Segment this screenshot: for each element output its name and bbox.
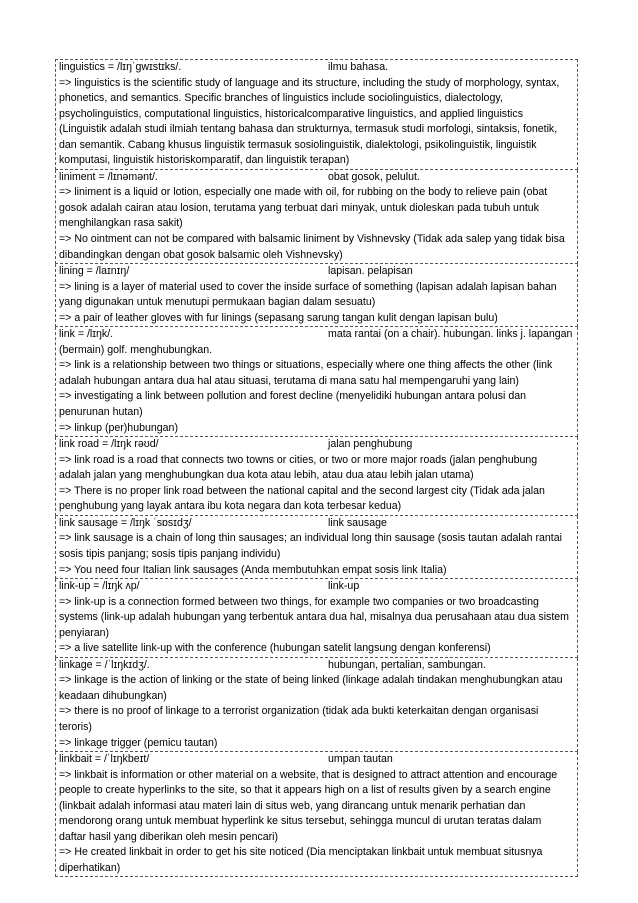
entry-text-line: phonetics, and semantics. Specific branches of linguistics include sociolinguistics, dialectology, [59, 92, 503, 105]
entry-text-line: penyiaran) [59, 626, 110, 639]
entry-text-line: mendorong orang untuk membuat hyperlink ke situs tersebut, sehingga muncul di urutan teratas dalam [59, 815, 542, 828]
entry-text-line: psycholinguistics, computational linguistics, historicalcomparative linguistics, and applied linguistics [59, 107, 523, 120]
entry-text-line: => linguistics is the scientific study of language and its structure, including the study of morphology, syntax, [59, 76, 560, 89]
entry-text-line: => investigating a link between pollution and forest decline (menyelidiki hubungan antara polusi dan [59, 390, 527, 403]
entry-term: link road = /lɪŋk rəʊd/ [59, 438, 159, 451]
entry-text-line: => link is a relationship between two things or situations, especially where one thing affects the other (link [59, 359, 553, 372]
entry-text-line: (bermain) golf. menghubungkan. [59, 343, 213, 356]
entry-text-line: => linkbait is information or other material on a website, that is designed to attract attention and encourage [59, 768, 558, 781]
entry-translation: mata rantai (on a chair). hubungan. links j. lapangan [328, 328, 573, 341]
entry-text-line: menghilangkan rasa sakit) [59, 217, 183, 230]
entry-translation: ilmu bahasa. [328, 61, 389, 73]
dictionary-entry [55, 437, 578, 516]
entry-text-line: komputasi, linguistik historiskomparatif, dan linguistik terapan) [59, 154, 350, 167]
entry-translation: link sausage [328, 516, 387, 529]
entry-text-line: adalah jalan yang menghubungkan dua kota atau lebih, atau dua atau lebih jalan utama) [59, 469, 474, 482]
entry-text-line: (linkbait adalah informasi atau materi lain di situs web, yang dirancang untuk menarik perhatian dan [59, 799, 526, 812]
entry-text-line: keadaan dihubungkan) [59, 689, 167, 702]
entry-header [59, 170, 574, 186]
entry-text-line: => lining is a layer of material used to cover the inside surface of something (lapisan adalah lapisan bahan [59, 280, 557, 293]
entry-text-line: => linkage trigger (pemicu tautan) [59, 736, 218, 749]
entry-header [59, 579, 574, 595]
dictionary-page [55, 59, 578, 877]
entry-text-line: => There is no proper link road between the national capital and the second largest city (Tidak ada jalan [59, 484, 545, 497]
entry-text-line: diperhatikan) [59, 861, 121, 874]
entry-text-line: (Linguistik adalah studi ilmiah tentang bahasa dan strukturnya, termasuk studi morfologi, sintaksis, fonetik, [59, 123, 558, 136]
entry-text-line: => He created linkbait in order to get his site noticed (Dia menciptakan linkbait untuk membuat situsnya [59, 846, 543, 859]
entry-term: link-up = /lɪŋk ʌp/ [59, 580, 140, 593]
dictionary-entry [55, 327, 578, 437]
entry-term: linkage = /ˈlɪŋkɪdʒ/. [59, 658, 150, 671]
entry-text-line: => linkup (per)hubungan) [59, 421, 178, 434]
entry-text-line: => liniment is a liquid or lotion, especially one made with oil, for rubbing on the body to relieve pain (obat [59, 186, 548, 199]
entry-term: linguistics = /lɪŋˈɡwɪstɪks/. [59, 61, 182, 73]
dictionary-entry [55, 516, 578, 579]
entry-header [59, 327, 574, 343]
dictionary-entry [55, 579, 578, 658]
entry-translation: lapisan. pelapisan [328, 265, 413, 278]
entry-translation: jalan penghubung [328, 438, 413, 451]
entry-translation: obat gosok, pelulut. [328, 170, 420, 183]
entry-text-line: sosis tipis panjang; sosis tipis panjang individu) [59, 547, 281, 560]
entry-text-line: gosok adalah cairan atau losion, terutama yang terbuat dari minyak, untuk dioleskan pada tubuh untuk [59, 201, 539, 214]
entry-text-line: penurunan hutan) [59, 406, 143, 419]
entry-translation: hubungan, pertalian, sambungan. [328, 658, 486, 671]
entry-term: link sausage = /lɪŋk ˈsɒsɪdʒ/ [59, 516, 192, 529]
entry-header [59, 516, 574, 532]
entry-text-line: => a pair of leather gloves with fur linings (sepasang sarung tangan kulit dengan lapisan bulu) [59, 311, 498, 324]
entry-text-line: teroris) [59, 720, 92, 733]
entry-term: lining = /laɪnɪŋ/ [59, 265, 130, 278]
dictionary-entry [55, 264, 578, 327]
entry-text-line: => No ointment can not be compared with balsamic liniment by Vishnevsky (Tidak ada salep yang tidak bisa [59, 233, 565, 246]
entry-header [59, 437, 574, 453]
entry-text-line: daftar hasil yang diberikan oleh mesin pencari) [59, 830, 279, 843]
entry-header [59, 752, 574, 768]
entry-term: link = /lɪŋk/. [59, 328, 114, 341]
entry-text-line: penghubung yang layak antara ibu kota negara dan kota terbesar kedua) [59, 500, 402, 513]
entry-text-line: yang digunakan untuk menutupi permukaan bagian dalam sesuatu) [59, 296, 376, 309]
entry-text-line: => a live satellite link-up with the conference (hubungan satelit langsung dengan konferensi) [59, 642, 491, 655]
entry-text-line: people to create hyperlinks to the site, so that it appears high on a list of results given by a search engine [59, 784, 551, 797]
entry-translation: link-up [328, 580, 360, 593]
entry-header [59, 658, 574, 674]
entry-term: liniment = /lɪnəmənt/. [59, 170, 158, 183]
entry-term: linkbait = /ˈlɪŋkbeɪt/ [59, 753, 150, 766]
entry-text-line: adalah hubungan antara dua hal atau situasi, terutama di mana satu hal mempengaruhi yang lain) [59, 374, 519, 387]
entry-text-line: => link-up is a connection formed between two things, for example two companies or two broadcasting [59, 595, 539, 608]
dictionary-entry [55, 752, 578, 877]
entry-text-line: => You need four Italian link sausages (Anda membutuhkan empat sosis link Italia) [59, 563, 447, 576]
dictionary-entry [55, 59, 578, 170]
entry-text-line: => there is no proof of linkage to a terrorist organization (tidak ada bukti keterkaitan dengan organisasi [59, 705, 539, 718]
entry-header [59, 60, 574, 76]
dictionary-entry [55, 658, 578, 752]
entry-text-line: => linkage is the action of linking or the state of being linked (linkage adalah tindakan menghubungkan atau [59, 674, 563, 687]
entry-header [59, 264, 574, 280]
entry-text-line: systems (link-up adalah hubungan yang terbentuk antara dua hal, misalnya dua perusahaan atau dua sistem [59, 611, 570, 624]
entry-text-line: => link road is a road that connects two towns or cities, or two or more major roads (jalan penghubung [59, 453, 538, 466]
dictionary-entry [55, 170, 578, 264]
entry-translation: umpan tautan [328, 753, 393, 766]
entry-text-line: dan semantik. Cabang khusus linguistik termasuk sosiolinguistik, dialektologi, psikolinguistik, linguistik [59, 138, 537, 151]
entry-text-line: => link sausage is a chain of long thin sausages; an individual long thin sausage (sosis tautan adalah rantai [59, 532, 562, 545]
entry-text-line: dibandingkan dengan obat gosok balsamic oleh Vishnevsky) [59, 248, 343, 261]
